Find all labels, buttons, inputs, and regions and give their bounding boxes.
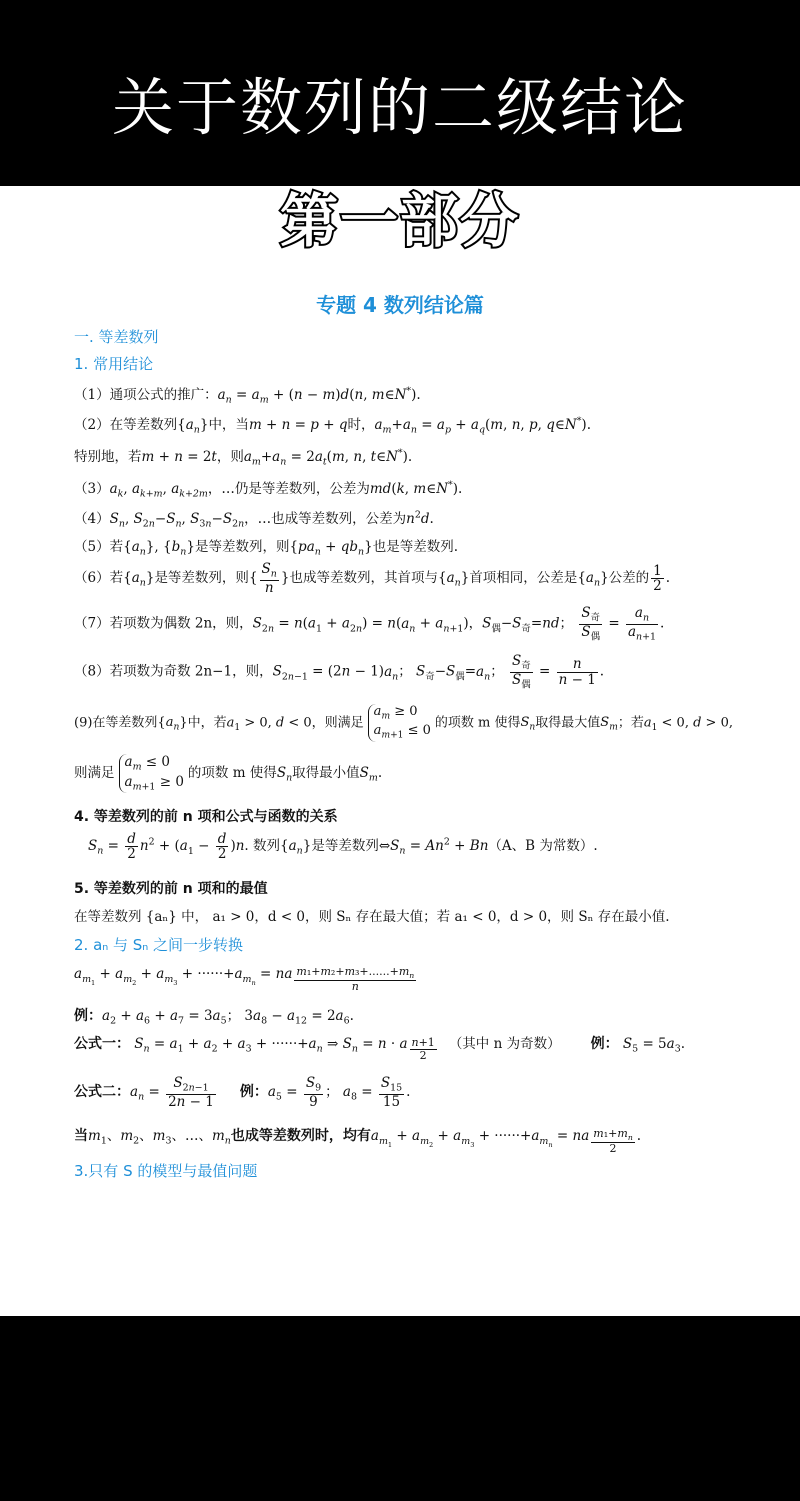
conclusion-6: （6）若$\{a_n\}$是等差数列，则{ $\frac{S_n}{n}$ }也成等差数列，其首项与$\{a_n\}$首项相同，公差是$\{a_n\}$公差的 $\frac{1}{2}$ . (74, 561, 671, 596)
video-title: 关于数列的二级结论 (111, 71, 688, 144)
part-title: 第一部分 (279, 187, 520, 255)
document-page (0, 186, 800, 1316)
average-formula: $a_{m_1} + a_{m_2} + a_{m_3} + \cdot\cdot\cdot\cdot\cdot\cdot+a_{m_n}$ = na $_{\frac{m_1+m_2+m_3+......+m_n}{n}}$ (74, 965, 415, 994)
extreme-value-text: 在等差数列 {aₙ} 中， a₁ > 0，d < 0，则 Sₙ 存在最大值；若 a₁ < 0，d > 0，则 Sₙ 存在最小值. (74, 909, 670, 925)
conclusion-1: （1）通项公式的推广：$a_n = a_m + (n - m)d(n$, m∈N*). (74, 385, 421, 406)
conclusion-9-cont: 则满足$a_m \le 0$ $a_{m+1} \ge 0$的项数 m 使得$S_n$取得最小值$S_m$. (74, 754, 383, 793)
example-1: 例：$a_2 + a_6 + a_7 = 3a_5$； $3a_8 - a_{12} = 2a_6$. (74, 1008, 354, 1027)
conclusion-3: $(3)a_k$, $a_{k+m}$, $a_{k+2m}$，…仍是等差数列，公差为md(k, m∈N*). (74, 479, 463, 500)
formula-one: 公式一： $S_n = a_1 + a_2 + a_3 + \cdot\cdot\cdot\cdot\cdot\cdot+a_n$ ⇒ $S_n = n \cdot a$ $_{\frac{n+1}{2}}$ （其中 n 为奇数） 例： $S_5 = 5a_3$. (74, 1036, 686, 1062)
formula-two: 公式二：$a_n$ = $\frac{S_{2n-1}}{2n - 1}$ 例：$a_5$ = $\frac{S_9}{9}$ ； $a_8$ = $\frac{S_{15}}{15}$ . (74, 1075, 411, 1110)
topic-heading: 专题 4 数列结论篇 (316, 293, 484, 317)
top-bar (0, 0, 800, 186)
subsequence-formula: 当$m_1$、$m_2$、$m_3$、…、$m_n$也成等差数列时，均有$a_{m_1} + a_{m_2} + a_{m_3} + \cdot\cdot\cdot\cdot\cdot\cdot+a_{m_n}$ = na $_{\frac{m_1+m_n}{2}}$ . (74, 1126, 642, 1156)
conclusion-2: （2）在等差数列$\{a_n\}$中，当m + n = p + q时，$a_m+a_n = a_p + a_q(m$, n, p, q∈N*). (74, 415, 591, 436)
conclusion-5: （5）若$\{a_n\}$, $\{b_n\}$是等差数列，则$\{pa_n + qb_n\}$也是等差数列. (74, 539, 459, 558)
conclusion-2-special: 特别地，若m + n = 2t，则$a_m+a_n = 2a_t(m$, n, t∈N*). (74, 447, 413, 468)
section-heading: 1. 常用结论 (74, 355, 154, 373)
formula-function: $S_n$ = $\frac{d}{2}$ $n^2 + (a_1$ − $\frac{d}{2}$ )n. 数列$\{a_n\}$是等差数列$\Leftrightarrow S_n = An^2 + Bn(A$、B 为常数）. (88, 831, 598, 863)
conclusion-8: （8）若项数为奇数 2n−1，则，$S_{2n-1} = (2n - 1)a_n$； $S_奇-S_偶=a_n$； $\frac{S_奇}{S_偶}$ = $\frac{n}{n - 1}$ . (74, 653, 605, 691)
section-heading: 2. aₙ 与 Sₙ 之间一步转换 (74, 936, 244, 954)
section-heading: 5. 等差数列的前 n 项和的最值 (74, 881, 268, 897)
conclusion-9: (9)在等差数列$\{a_n\}$中，若$a_1 > 0$, d < 0，则满足$a_m \ge 0$ $a_{m+1} \le 0$ 的项数 m 使得$S_n$取得最大值$S_m$；若$a_1 < 0$, d > 0, (74, 704, 733, 741)
bottom-bar (0, 1316, 800, 1501)
conclusion-4: $(4)S_n$, $S_{2n}-S_n$, $S_{3n}-S_{2n}$，…也成等差数列，公差为$n^2d$. (74, 509, 434, 530)
section-heading: 4. 等差数列的前 n 项和公式与函数的关系 (74, 809, 338, 825)
section-heading: 3.只有 S 的模型与最值问题 (74, 1162, 258, 1180)
section-heading: 一. 等差数列 (74, 328, 159, 346)
conclusion-7: （7）若项数为偶数 2n，则，$S_{2n} = n(a_1 + a_{2n}) = n(a_n + a_{n+1})$，$S_偶-S_奇=nd$； $\frac{S_奇}{S_偶}$ = $\frac{a_n}{a_{n+1}}$ . (74, 605, 665, 643)
